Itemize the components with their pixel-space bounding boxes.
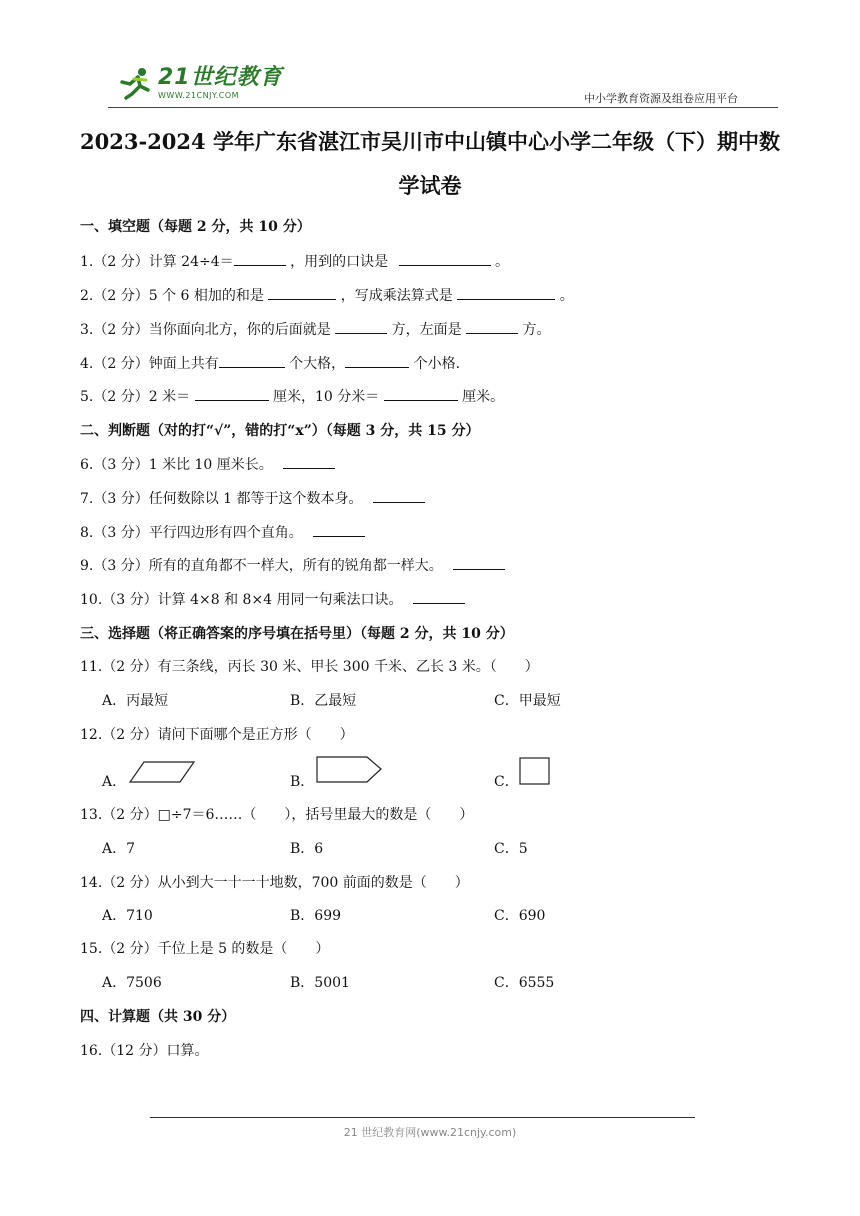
answer-blank[interactable]: [219, 353, 285, 368]
footer-source: 21 世纪教育网(www.21cnjy.com): [343, 1126, 517, 1139]
section-heading-fill-in: 一、填空题（每题 2 分，共 10 分）: [80, 219, 311, 235]
answer-blank[interactable]: [313, 522, 365, 537]
answer-blank[interactable]: [373, 488, 425, 503]
question-14: 14.（2 分）从小到大一十一十地数，700 前面的数是（ ）: [80, 875, 469, 891]
answer-blank[interactable]: [453, 555, 505, 570]
running-man-logo-icon: [118, 66, 154, 100]
exam-title-line2: 学试卷: [398, 173, 462, 198]
option-b[interactable]: B．: [290, 774, 315, 790]
question-8: 8.（3 分）平行四边形有四个直角。: [80, 522, 365, 542]
section-heading-calculation: 四、计算题（共 30 分）: [80, 1009, 236, 1025]
option-a[interactable]: A．7: [102, 841, 136, 857]
question-3: 3.（2 分）当你面向北方，你的后面就是 方，左面是 方。: [80, 319, 551, 339]
pentagon-arrow-shape: [315, 755, 385, 785]
exam-title: [60, 120, 800, 208]
answer-blank[interactable]: [413, 589, 465, 604]
question-6: 6.（3 分）1 米比 10 厘米长。: [80, 454, 335, 474]
question-10: 10.（3 分）计算 4×8 和 8×4 用同一句乘法口诀。: [80, 589, 465, 609]
answer-blank[interactable]: [195, 386, 269, 401]
option-c[interactable]: C．: [494, 774, 519, 790]
answer-blank[interactable]: [457, 285, 555, 300]
question-5: 5.（2 分）2 米＝ 厘米，10 分米＝ 厘米。: [80, 386, 504, 406]
answer-blank[interactable]: [335, 319, 387, 334]
option-b[interactable]: B．5001: [290, 975, 350, 991]
question-11: 11.（2 分）有三条线，丙长 30 米、甲长 300 千米、乙长 3 米。（ ）: [80, 659, 539, 675]
option-c[interactable]: C．甲最短: [494, 693, 561, 709]
answer-blank[interactable]: [466, 319, 518, 334]
footer-divider: [150, 1117, 695, 1118]
answer-blank[interactable]: [384, 386, 458, 401]
option-a[interactable]: A．7506: [102, 975, 162, 991]
option-a[interactable]: A．丙最短: [102, 693, 169, 709]
answer-blank[interactable]: [345, 353, 409, 368]
section-heading-multiple-choice: 三、选择题（将正确答案的序号填在括号里）（每题 2 分，共 10 分）: [80, 626, 514, 642]
platform-label: 中小学教育资源及组卷应用平台: [584, 92, 738, 105]
logo-url: WWW.21CNJY.COM: [158, 90, 240, 100]
question-16: 16.（12 分）口算。: [80, 1043, 209, 1059]
parallelogram-shape: [128, 760, 198, 786]
option-c[interactable]: C．690: [494, 908, 546, 924]
option-b[interactable]: B．乙最短: [290, 693, 357, 709]
answer-blank[interactable]: [283, 454, 335, 469]
option-a[interactable]: A．710: [102, 908, 153, 924]
option-c[interactable]: C．5: [494, 841, 528, 857]
question-13: 13.（2 分）□÷7＝6……（ ），括号里最大的数是（ ）: [80, 807, 474, 823]
question-15: 15.（2 分）千位上是 5 的数是（ ）: [80, 941, 330, 957]
section-heading-true-false: 二、判断题（对的打“√”，错的打“x”）（每题 3 分，共 15 分）: [80, 423, 480, 439]
question-12: 12.（2 分）请问下面哪个是正方形（ ）: [80, 727, 354, 743]
question-9: 9.（3 分）所有的直角都不一样大，所有的锐角都一样大。: [80, 555, 505, 575]
question-4: 4.（2 分）钟面上共有 个大格， 个小格.: [80, 353, 460, 373]
question-2: 2.（2 分）5 个 6 相加的和是 ，写成乘法算式是 。: [80, 285, 574, 305]
option-a[interactable]: A．: [102, 774, 127, 790]
question-7: 7.（3 分）任何数除以 1 都等于这个数本身。: [80, 488, 425, 508]
logo-title: 21世纪教育: [158, 64, 283, 90]
answer-blank[interactable]: [268, 285, 336, 300]
exam-title-line1: 2023-2024 学年广东省湛江市吴川市中山镇中心小学二年级（下）期中数: [80, 129, 780, 154]
logo: [118, 66, 283, 100]
question-1: 1.（2 分）计算 24÷4＝ ，用到的口诀是 。: [80, 251, 509, 271]
answer-blank[interactable]: [234, 251, 286, 266]
square-shape: [518, 756, 552, 786]
option-b[interactable]: B．699: [290, 908, 342, 924]
header-divider: [108, 107, 778, 108]
option-c[interactable]: C．6555: [494, 975, 555, 991]
page-header: [108, 62, 778, 108]
answer-blank[interactable]: [399, 251, 491, 266]
option-b[interactable]: B．6: [290, 841, 324, 857]
